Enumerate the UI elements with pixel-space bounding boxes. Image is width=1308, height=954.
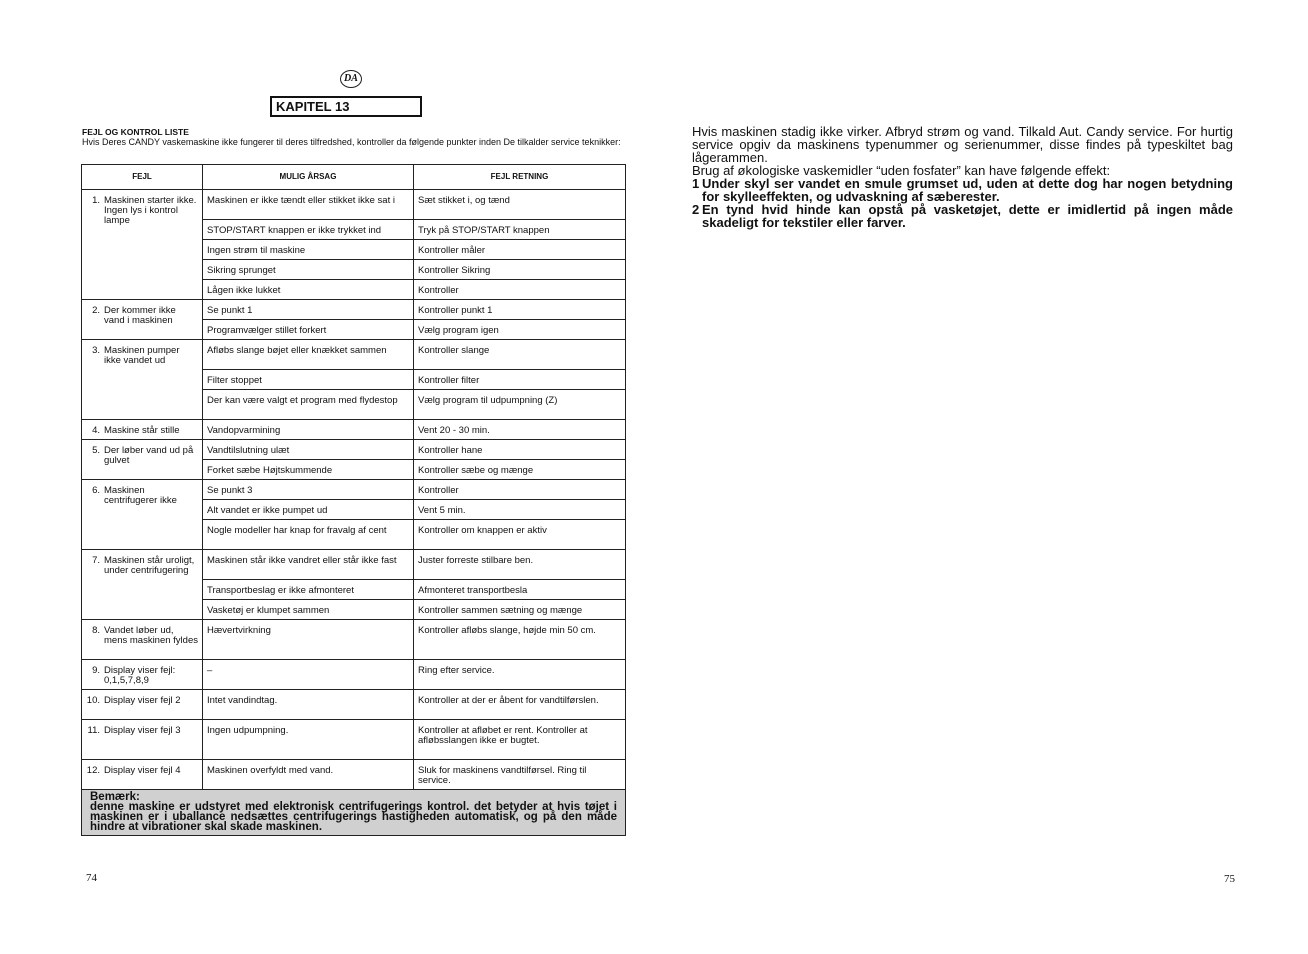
- fault-cell: [82, 620, 203, 660]
- cause-cell: Maskinen står ikke vandret eller står ikke fast: [203, 550, 414, 580]
- fault-cell: [82, 420, 203, 440]
- remark-label: Bemærk:: [90, 791, 140, 803]
- remedy-cell: Kontroller hane: [414, 440, 626, 460]
- page-number-right: 75: [1224, 873, 1235, 885]
- table-row: [82, 760, 626, 790]
- fault-number: 12.: [86, 765, 100, 776]
- remedy-cell: Afmonteret transportbesla: [414, 580, 626, 600]
- table-row: [82, 690, 626, 720]
- cause-cell: Nogle modeller har knap for fravalg af cent: [203, 520, 414, 550]
- table-row: [82, 420, 626, 440]
- fault-cell: [82, 300, 203, 340]
- remedy-cell: Kontroller afløbs slange, højde min 50 cm.: [414, 620, 626, 660]
- list-item: [692, 177, 1233, 203]
- fault-number: 4.: [92, 425, 100, 436]
- fault-cell: [82, 440, 203, 480]
- remedy-cell: Vælg program til udpumpning (Z): [414, 390, 626, 420]
- remark-text: denne maskine er udstyret med elektronisk centrifugerings kontrol. det betyder at hvis tøjet i maskinen er i uballance nedsættes centrifugerings hastigheden automatisk, og på den måde hindre at vibrationer skal skade maskinen.: [90, 801, 617, 833]
- table-row: [82, 440, 626, 460]
- fault-number: 6.: [92, 485, 100, 496]
- cause-cell: Der kan være valgt et program med flydestop: [203, 390, 414, 420]
- fault-cell: [82, 480, 203, 550]
- fault-number: 3.: [92, 345, 100, 356]
- remedy-cell: Kontroller slange: [414, 340, 626, 370]
- remedy-cell: Kontroller måler: [414, 240, 626, 260]
- remark-cell: [82, 790, 626, 836]
- cause-cell: Vandopvarmining: [203, 420, 414, 440]
- header-remedy: FEJL RETNING: [414, 165, 626, 190]
- table-row: [82, 340, 626, 370]
- section-heading: FEJL OG KONTROL LISTE: [82, 127, 189, 137]
- cause-cell: Programvælger stillet forkert: [203, 320, 414, 340]
- fault-number: 2.: [92, 305, 100, 316]
- fault-text: Display viser fejl: 0,1,5,7,8,9: [104, 665, 176, 686]
- fault-table-body: [82, 190, 626, 790]
- fault-text: Maskinen pumper ikke vandet ud: [104, 345, 180, 366]
- list-item-number: 2: [692, 202, 700, 217]
- fault-number: 8.: [92, 625, 100, 636]
- fault-number: 9.: [92, 665, 100, 676]
- table-row: [82, 300, 626, 320]
- chapter-title: KAPITEL 13: [270, 96, 422, 117]
- intro-text: Hvis Deres CANDY vaskemaskine ikke fungerer til deres tilfredshed, kontroller da følgende punkter inden De tilkalder service teknikker:: [82, 137, 621, 147]
- remedy-cell: Kontroller sammen sætning og mænge: [414, 600, 626, 620]
- remedy-cell: Kontroller filter: [414, 370, 626, 390]
- cause-cell: Ingen udpumpning.: [203, 720, 414, 760]
- table-row: [82, 190, 626, 220]
- fault-text: Display viser fejl 3: [104, 725, 181, 736]
- cause-cell: Se punkt 3: [203, 480, 414, 500]
- fault-cell: [82, 690, 203, 720]
- remedy-cell: Vent 20 - 30 min.: [414, 420, 626, 440]
- list-item-text: En tynd hvid hinde kan opstå på vasketøjet, dette er imidlertid på ingen måde skadeligt for tekstiler eller farver.: [702, 202, 1233, 230]
- fault-number: 7.: [92, 555, 100, 566]
- fault-cell: [82, 660, 203, 690]
- remedy-cell: Kontroller at afløbet er rent. Kontroller at afløbsslangen ikke er bugtet.: [414, 720, 626, 760]
- remedy-cell: Kontroller sæbe og mænge: [414, 460, 626, 480]
- fault-text: Maskinen står uroligt, under centrifugering: [104, 555, 195, 576]
- cause-cell: Se punkt 1: [203, 300, 414, 320]
- page-number-left: 74: [86, 872, 97, 884]
- paragraph-eco: Brug af økologiske vaskemidler “uden fosfater” kan have følgende effekt:: [692, 163, 1111, 178]
- table-row: [82, 720, 626, 760]
- remedy-cell: Kontroller: [414, 280, 626, 300]
- fault-cell: [82, 760, 203, 790]
- remedy-cell: Tryk på STOP/START knappen: [414, 220, 626, 240]
- fault-table: [81, 164, 626, 836]
- cause-cell: Alt vandet er ikke pumpet ud: [203, 500, 414, 520]
- remedy-cell: Juster forreste stilbare ben.: [414, 550, 626, 580]
- fault-number: 11.: [87, 725, 100, 736]
- remedy-cell: Sæt stikket i, og tænd: [414, 190, 626, 220]
- fault-text: Maskinen centrifugerer ikke: [104, 485, 177, 506]
- fault-text: Der kommer ikke vand i maskinen: [104, 305, 176, 326]
- list-item-text: Under skyl ser vandet en smule grumset ud, uden at dette dog har nogen betydning for skylleeffekten, og udvaskning af sæberester.: [702, 176, 1233, 204]
- remedy-cell: Kontroller Sikring: [414, 260, 626, 280]
- table-header-row: [82, 165, 626, 190]
- cause-cell: Afløbs slange bøjet eller knækket sammen: [203, 340, 414, 370]
- remedy-cell: Kontroller at der er åbent for vandtilførslen.: [414, 690, 626, 720]
- cause-cell: Transportbeslag er ikke afmonteret: [203, 580, 414, 600]
- cause-cell: Maskinen er ikke tændt eller stikket ikke sat i: [203, 190, 414, 220]
- remedy-cell: Sluk for maskinens vandtilførsel. Ring til service.: [414, 760, 626, 790]
- fault-cell: [82, 340, 203, 420]
- table-row: [82, 620, 626, 660]
- paragraph-service: Hvis maskinen stadig ikke virker. Afbryd strøm og vand. Tilkald Aut. Candy service. For hurtig service opgiv da maskinens typenummer og serienummer, disse findes på typeskiltet bag lågerammen.: [692, 124, 1233, 165]
- fault-cell: [82, 720, 203, 760]
- cause-cell: Forket sæbe Højtskummende: [203, 460, 414, 480]
- fault-cell: [82, 190, 203, 300]
- cause-cell: Maskinen overfyldt med vand.: [203, 760, 414, 790]
- fault-text: Maskine står stille: [104, 425, 180, 436]
- table-row: [82, 480, 626, 500]
- cause-cell: Hævertvirkning: [203, 620, 414, 660]
- fault-number: 1.: [92, 195, 100, 206]
- header-fault: FEJL: [82, 165, 203, 190]
- table-row: [82, 550, 626, 580]
- language-badge: DA: [340, 70, 362, 88]
- list-item: [692, 203, 1233, 229]
- remedy-cell: Vent 5 min.: [414, 500, 626, 520]
- cause-cell: STOP/START knappen er ikke trykket ind: [203, 220, 414, 240]
- list-item-number: 1: [692, 176, 700, 191]
- table-row: [82, 660, 626, 690]
- remark-row: [82, 790, 626, 836]
- intro-block: [82, 127, 622, 147]
- cause-cell: Intet vandindtag.: [203, 690, 414, 720]
- fault-cell: [82, 550, 203, 620]
- right-page-text: [692, 125, 1233, 229]
- remedy-cell: Kontroller om knappen er aktiv: [414, 520, 626, 550]
- remedy-cell: Ring efter service.: [414, 660, 626, 690]
- fault-text: Der løber vand ud på gulvet: [104, 445, 194, 466]
- cause-cell: Sikring sprunget: [203, 260, 414, 280]
- remedy-cell: Vælg program igen: [414, 320, 626, 340]
- fault-text: Maskinen starter ikke. Ingen lys i kontrol lampe: [104, 195, 197, 226]
- cause-cell: Filter stoppet: [203, 370, 414, 390]
- fault-number: 5.: [92, 445, 100, 456]
- fault-text: Vandet løber ud, mens maskinen fyldes: [104, 625, 198, 646]
- header-cause: MULIG ÅRSAG: [203, 165, 414, 190]
- cause-cell: Vandtilslutning ulæt: [203, 440, 414, 460]
- remedy-cell: Kontroller: [414, 480, 626, 500]
- fault-text: Display viser fejl 2: [104, 695, 181, 706]
- cause-cell: –: [203, 660, 414, 690]
- cause-cell: Vasketøj er klumpet sammen: [203, 600, 414, 620]
- cause-cell: Lågen ikke lukket: [203, 280, 414, 300]
- remedy-cell: Kontroller punkt 1: [414, 300, 626, 320]
- fault-number: 10.: [86, 695, 100, 706]
- fault-text: Display viser fejl 4: [104, 765, 181, 776]
- cause-cell: Ingen strøm til maskine: [203, 240, 414, 260]
